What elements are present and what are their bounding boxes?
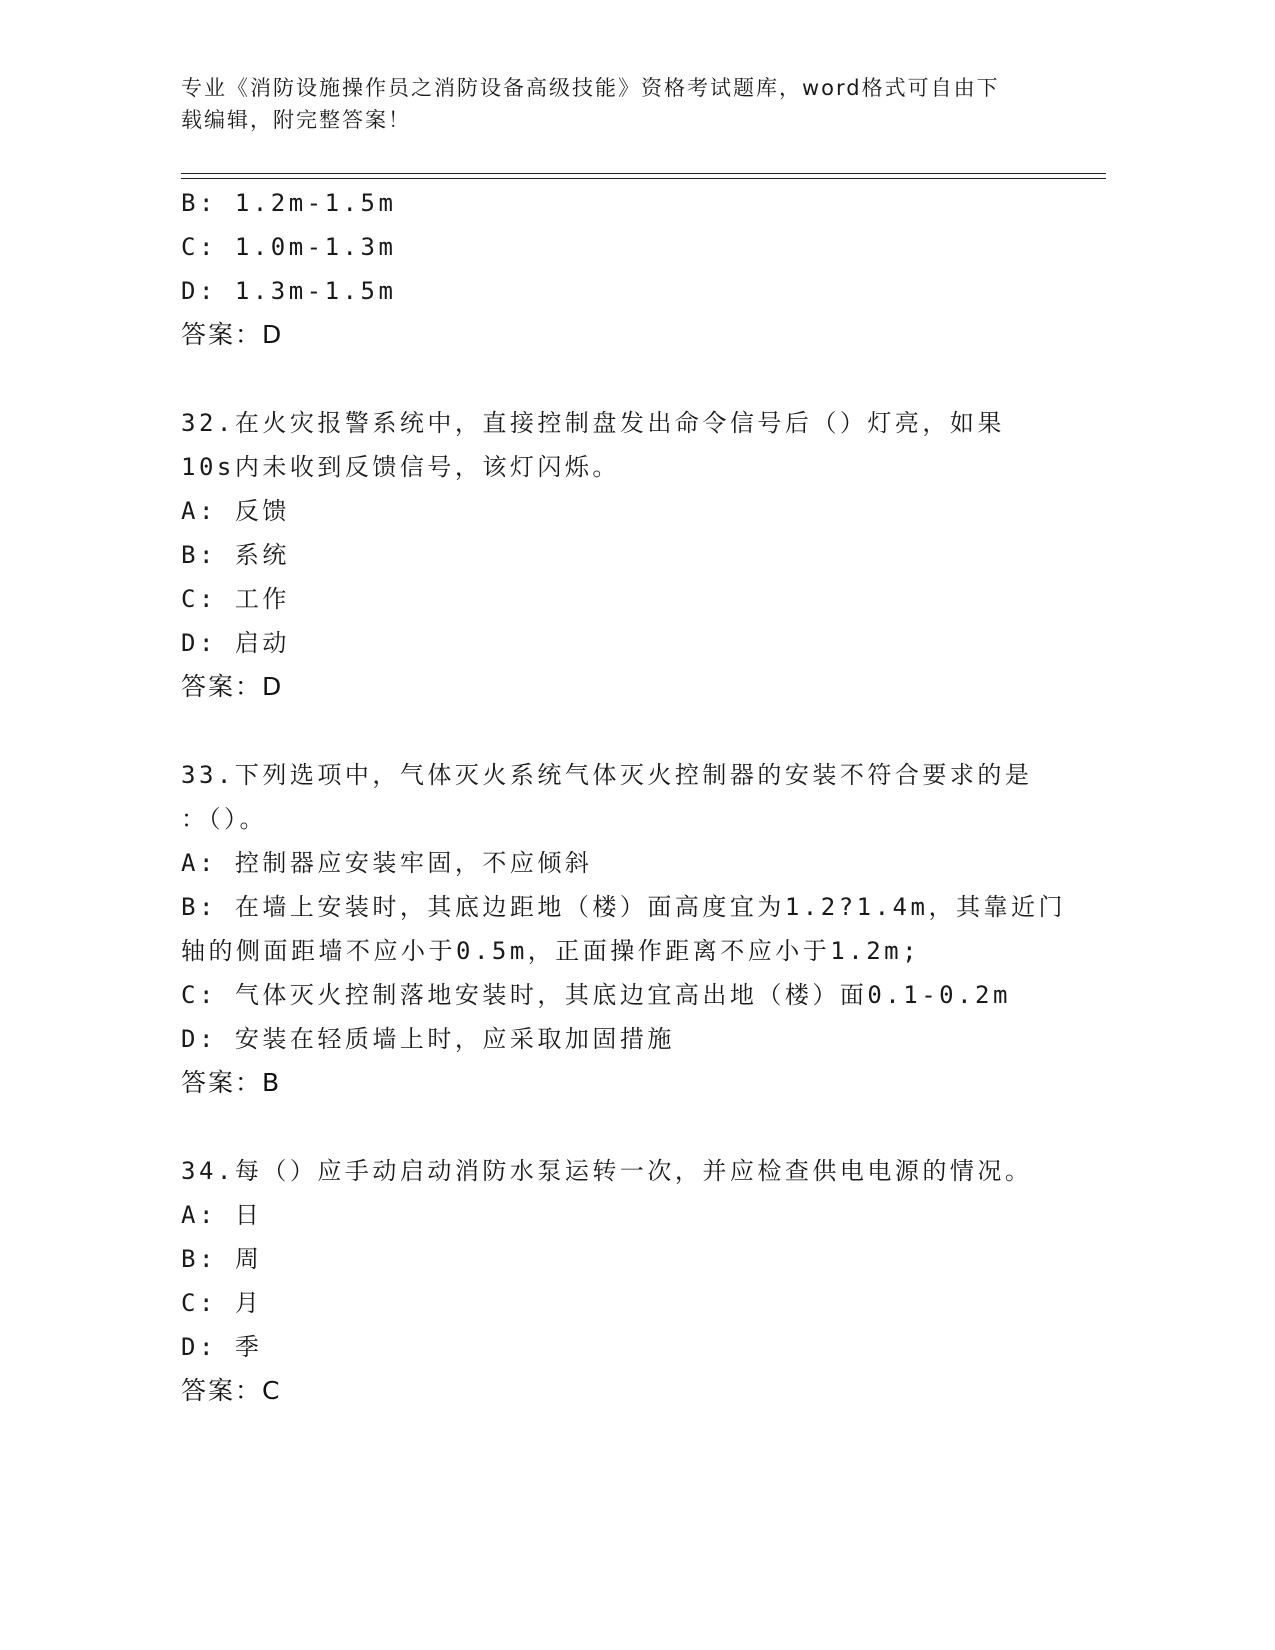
option-b: B: 1.2m-1.5m bbox=[181, 189, 397, 217]
answer: 答案：B bbox=[181, 1068, 282, 1097]
spacer bbox=[181, 1105, 1061, 1149]
question-stem: 33.下列选项中，气体灭火系统气体灭火控制器的安装不符合要求的是 bbox=[181, 761, 1033, 789]
option-b: B: 在墙上安装时，其底边距地（楼）面高度宜为1.2?1.4m，其靠近门 bbox=[181, 893, 1066, 921]
option-c: C: 气体灭火控制落地安装时，其底边宜高出地（楼）面0.1-0.2m bbox=[181, 981, 1011, 1009]
header-rule-bottom bbox=[181, 178, 1106, 179]
question-32 bbox=[181, 401, 1061, 709]
question-33 bbox=[181, 753, 1066, 1105]
header-line-1: 专业《消防设施操作员之消防设备高级技能》资格考试题库，word格式可自由下 bbox=[181, 76, 1000, 100]
answer: 答案：D bbox=[181, 672, 284, 701]
question-stem: 32.在火灾报警系统中，直接控制盘发出命令信号后（）灯亮，如果 bbox=[181, 409, 1005, 437]
answer: 答案：C bbox=[181, 1376, 282, 1405]
option-c: C: 工作 bbox=[181, 585, 290, 613]
option-c: C: 1.0m-1.3m bbox=[181, 233, 397, 261]
document-header bbox=[181, 72, 1061, 136]
question-list bbox=[181, 181, 1066, 1413]
option-d: D: 1.3m-1.5m bbox=[181, 277, 397, 305]
option-d: D: 季 bbox=[181, 1333, 263, 1361]
spacer bbox=[181, 357, 1061, 401]
question-stem: 34.每（）应手动启动消防水泵运转一次，并应检查供电电源的情况。 bbox=[181, 1157, 1033, 1185]
option-b: B: 周 bbox=[181, 1245, 263, 1273]
option-a: A: 日 bbox=[181, 1201, 263, 1229]
option-a: A: 控制器应安装牢固，不应倾斜 bbox=[181, 849, 593, 877]
option-d: D: 启动 bbox=[181, 629, 290, 657]
option-b-cont: 轴的侧面距墙不应小于0.5m，正面操作距离不应小于1.2m; bbox=[181, 937, 921, 965]
answer: 答案：D bbox=[181, 320, 284, 349]
header-line-2: 载编辑，附完整答案！ bbox=[181, 108, 411, 132]
option-a: A: 反馈 bbox=[181, 497, 290, 525]
question-34 bbox=[181, 1149, 1061, 1413]
option-b: B: 系统 bbox=[181, 541, 290, 569]
question-stem-cont: ：（）。 bbox=[181, 805, 267, 833]
header-rule-top bbox=[181, 173, 1106, 174]
question-stem-cont: 10s内未收到反馈信号，该灯闪烁。 bbox=[181, 453, 620, 481]
question-31 bbox=[181, 181, 1061, 357]
spacer bbox=[181, 709, 1061, 753]
option-d: D: 安装在轻质墙上时，应采取加固措施 bbox=[181, 1025, 675, 1053]
option-c: C: 月 bbox=[181, 1289, 263, 1317]
